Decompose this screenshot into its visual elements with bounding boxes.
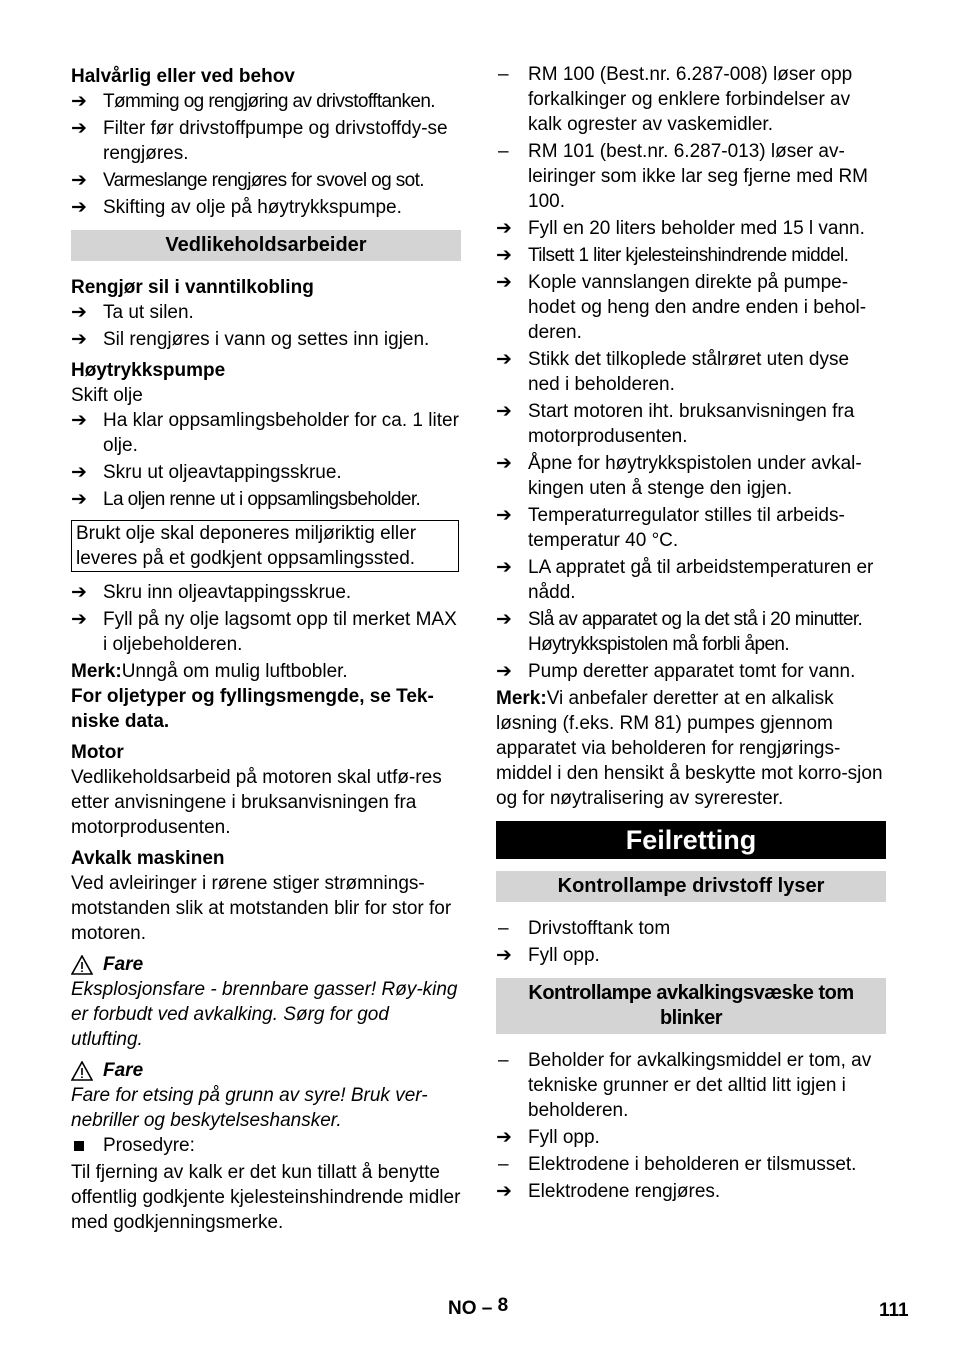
warning-heading: Fare (71, 952, 461, 977)
list-item: ➔ Åpne for høytrykkspistolen under avkal-kingen uten å stenge den igjen. (496, 453, 862, 499)
list-item: ➔ LA appratet gå til arbeidstemperaturen er nådd. (496, 557, 874, 603)
warning-text: Eksplosjonsfare - brennbare gasser! Røy-king er forbudt ved avkalking. Sørg for god utlufting. (71, 979, 458, 1050)
list-item: Prosedyre: (71, 1133, 461, 1158)
list-item: – Beholder for avkalkingsmiddel er tom, av tekniske grunner er det alltid litt igjen i beholderen. (498, 1050, 872, 1121)
footer-page-number: 111 (879, 1300, 909, 1321)
list-item: ➔ Ta ut silen. (71, 302, 194, 323)
right-arrow-icon: ➔ (71, 170, 87, 191)
right-arrow-icon: ➔ (71, 118, 87, 139)
list-item: – Elektrodene i beholderen er tilsmusset. (498, 1154, 857, 1175)
right-arrow-icon: ➔ (496, 453, 512, 474)
right-arrow-icon: ➔ (496, 609, 512, 630)
merk-note: Merk:Unngå om mulig luftbobler. (71, 661, 348, 682)
list-item: ➔ Fyll opp. (496, 945, 600, 966)
square-bullet-icon (74, 1141, 84, 1151)
list-item: ➔ La oljen renne ut i oppsamlingsbeholder. (71, 489, 421, 510)
list-item: ➔ Skifting av olje på høytrykkspumpe. (71, 197, 402, 218)
list-item: ➔ Pump deretter apparatet tomt for vann. (496, 661, 856, 682)
list-item: ➔ Skru inn oljeavtappingsskrue. (71, 582, 352, 603)
list-item: ➔ Skru ut oljeavtappingsskrue. (71, 462, 342, 483)
warning-heading: Fare (71, 1058, 461, 1083)
right-column (496, 62, 886, 1206)
right-arrow-icon: ➔ (71, 609, 87, 630)
list-item: ➔ Sil rengjøres i vann og settes inn igjen. (71, 329, 430, 350)
dash-bullet-icon: – (498, 1050, 509, 1071)
right-arrow-icon: ➔ (496, 557, 512, 578)
list-item: – RM 101 (best.nr. 6.287-013) løser av-leiringer som ikke lar seg fjerne med RM 100. (498, 141, 869, 212)
right-arrow-icon: ➔ (496, 349, 512, 370)
list-item: ➔ Temperaturregulator stilles til arbeids-temperatur 40 °C. (496, 505, 845, 551)
heading-avkalk: Avkalk maskinen (71, 848, 225, 869)
section-header-drivstoff: Kontrollampe drivstoff lyser (496, 871, 886, 902)
list-item: ➔ Tilsett 1 liter kjelesteinshindrende middel. (496, 245, 849, 266)
right-arrow-icon: ➔ (71, 302, 87, 323)
heading-hoytrykkspumpe: Høytrykkspumpe (71, 360, 226, 381)
dash-bullet-icon: – (498, 918, 509, 939)
right-arrow-icon: ➔ (496, 272, 512, 293)
right-arrow-icon: ➔ (496, 505, 512, 526)
list-item: ➔ Fyll på ny olje lagsomt opp til merket MAX i oljebeholderen. (71, 609, 457, 655)
tilfjerning-text: Til fjerning av kalk er det kun tillatt å benytte offentlig godkjente kjelesteinshindrende midler med godkjenningsmerke. (71, 1162, 461, 1233)
warning-triangle-icon (71, 1061, 93, 1081)
list-item: ➔ Fyll en 20 liters beholder med 15 l vann. (496, 218, 865, 239)
right-arrow-icon: ➔ (71, 197, 87, 218)
right-arrow-icon: ➔ (496, 218, 512, 239)
heading-rengjor-sil: Rengjør sil i vanntilkobling (71, 277, 314, 298)
list-item: – RM 100 (Best.nr. 6.287-008) løser opp forkalkinger og enklere forbindelser av kalk ogrester av vaskemidler. (498, 64, 853, 135)
list-item: ➔ Filter før drivstoffpumpe og drivstoffdy-se rengjøres. (71, 118, 448, 164)
list-item: ➔ Slå av apparatet og la det stå i 20 minutter. Høytrykkspistolen må forbli åpen. (496, 609, 863, 655)
list-item: ➔ Stikk det tilkoplede stålrøret uten dyse ned i beholderen. (496, 349, 850, 395)
right-arrow-icon: ➔ (71, 410, 87, 431)
skift-olje-text: Skift olje (71, 385, 143, 406)
right-arrow-icon: ➔ (71, 91, 87, 112)
heading-motor: Motor (71, 742, 124, 763)
list-item: ➔ Tømming og rengjøring av drivstofftanken. (71, 91, 435, 112)
list-item: ➔ Elektrodene rengjøres. (496, 1181, 721, 1202)
right-arrow-icon: ➔ (71, 329, 87, 350)
list-item: ➔ Kople vannslangen direkte på pumpe-hodet og heng den andre enden i behol-deren. (496, 272, 867, 343)
warning-text: Fare for etsing på grunn av syre! Bruk ver-nebriller og beskytelseshansker. (71, 1085, 428, 1131)
list-item: – Drivstofftank tom (498, 918, 671, 939)
section-header-avkalking: Kontrollampe avkalkingsvæske tom blinker (496, 978, 886, 1034)
avkalk-text: Ved avleiringer i rørene stiger strømnings-motstanden slik at motstanden blir for stor for motoren. (71, 873, 452, 944)
right-arrow-icon: ➔ (496, 245, 512, 266)
right-arrow-icon: ➔ (71, 582, 87, 603)
list-item: ➔ Ha klar oppsamlingsbeholder for ca. 1 liter olje. (71, 410, 459, 456)
right-arrow-icon: ➔ (496, 1127, 512, 1148)
right-arrow-icon: ➔ (496, 945, 512, 966)
right-arrow-icon: ➔ (71, 462, 87, 483)
right-arrow-icon: ➔ (496, 661, 512, 682)
warning-triangle-icon (71, 955, 93, 975)
left-column (71, 62, 461, 1235)
section-header-vedlikehold: Vedlikeholdsarbeider (71, 230, 461, 261)
note-box: Brukt olje skal deponeres miljøriktig eller leveres på et godkjent oppsamlingssted. (71, 520, 459, 572)
list-item: ➔ Start motoren iht. bruksanvisningen fra motorprodusenten. (496, 401, 855, 447)
list-item: ➔ Fyll opp. (496, 1127, 600, 1148)
right-arrow-icon: ➔ (496, 401, 512, 422)
list-item: ➔ Varmeslange rengjøres for svovel og sot. (71, 170, 424, 191)
section-title-feilretting: Feilretting (496, 821, 886, 859)
motor-text: Vedlikeholdsarbeid på motoren skal utfø-res etter anvisningene i bruksanvisningen fra motorprodusenten. (71, 767, 442, 838)
oljetyper-note: For oljetyper og fyllingsmengde, se Tek-niske data. (71, 686, 434, 732)
dash-bullet-icon: – (498, 64, 509, 85)
right-arrow-icon: ➔ (496, 1181, 512, 1202)
heading-halvarlig: Halvårlig eller ved behov (71, 66, 295, 87)
merk-note: Merk:Vi anbefaler deretter at en alkalisk løsning (f.eks. RM 81) pumpes gjennom apparatet via beholderen for rengjørings-middel i den hensikt å beskytte mot korro-sjon og for nøytralisering av syrerester. (496, 688, 883, 809)
footer-language-page: NO – 8 (448, 1295, 509, 1319)
right-arrow-icon: ➔ (71, 489, 87, 510)
dash-bullet-icon: – (498, 141, 509, 162)
dash-bullet-icon: – (498, 1154, 509, 1175)
